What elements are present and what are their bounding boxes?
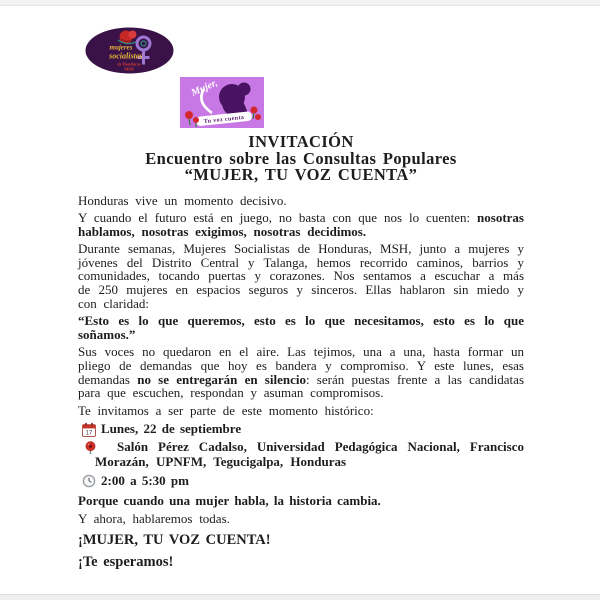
bold-text-segment: no se entregarán en silencio [137,371,306,387]
event-time-row [78,473,524,488]
top-edge-bar [0,0,600,6]
logo-text-mujer: Mujer, [189,77,220,99]
paragraph-intro: Honduras vive un momento decisivo. [78,192,287,208]
event-date-row [78,421,524,437]
paragraph-sus-voces [78,345,524,399]
event-date-text: Lunes, 22 de septiembre [101,421,242,437]
event-location-text: Salón Pérez Cadalso, Universidad Pedagógica Nacional, Francisco Morazán, UPNFM, Tegucigalpa, Honduras [95,439,524,469]
calendar-icon [82,422,96,437]
paragraph-futuro [78,211,524,238]
invitation-body [78,134,524,574]
text-segment: Durante semanas, Mujeres Socialistas de Honduras, MSH, junto a mujeres y jóvenes del Distrito Central y Talanga, hemos recorrido caminos, barrios y comunidades, tocando puertas y corazones. Nos sentamos a escuchar a más de 250 mujeres en espacios seguros y sinceros. Ellas hablaron sin miedo y con claridad: [78,241,524,311]
logo-text-socialistas: socialistas [109,51,143,61]
closing-farewell: ¡Te esperamos! [78,553,174,570]
calendar-day-number: 17 [85,430,93,437]
text-segment: Y cuando el futuro está en juego, no basta con que nos lo cuenten: [78,210,478,226]
logo-text-tu-voz-cuenta: Tu voz cuenta [203,114,245,126]
paragraph-invite: Te invitamos a ser parte de este momento histórico: [78,402,374,418]
location-pin-icon [84,441,97,460]
paragraph-quote [78,314,524,341]
closing-impact-line: Porque cuando una mujer habla, la historia cambia. [78,492,381,508]
page-subtitle-quote: “MUJER, TU VOZ CUENTA” [184,165,418,184]
text-segment: : serán puestas frente a las candidatas para que escuchen, respondan y asuman compromisos. [78,371,525,401]
logo-text-mujeres: mujeres [109,43,133,52]
page-subtitle: Encuentro sobre las Consultas Populares [145,148,457,168]
mujer-tu-voz-cuenta-logo-graphic [180,77,264,128]
mujer-tu-voz-cuenta-logo [180,77,264,128]
paragraph-durante-semanas [78,242,524,310]
logo-text-de-honduras: de Honduras [117,61,141,67]
closing-now-line: Y ahora, hablaremos todas. [78,511,230,527]
closing-slogan: ¡MUJER, TU VOZ CUENTA! [78,531,271,548]
bold-text-segment: nosotras hablamos, nosotras exigimos, nosotras decidimos. [78,210,524,239]
mujeres-socialistas-logo-graphic [85,27,174,74]
text-segment: Sus voces no quedaron en el aire. Las tejimos, una a una, hasta formar un pliego de demandas que hoy es bandera y compromiso. Y este lunes, esas demandas [78,344,524,387]
bold-text-segment: “Esto es lo que queremos, esto es lo que necesitamos, esto es lo que soñamos.” [78,313,524,342]
page-title: INVITACIÓN [248,132,354,151]
bottom-edge-bar [0,594,600,600]
event-location-row [78,440,524,469]
logo-text-msh: MSH [124,66,134,72]
event-time-text: 2:00 a 5:30 pm [101,472,189,488]
mujeres-socialistas-logo [85,27,174,74]
clock-icon [82,474,96,488]
